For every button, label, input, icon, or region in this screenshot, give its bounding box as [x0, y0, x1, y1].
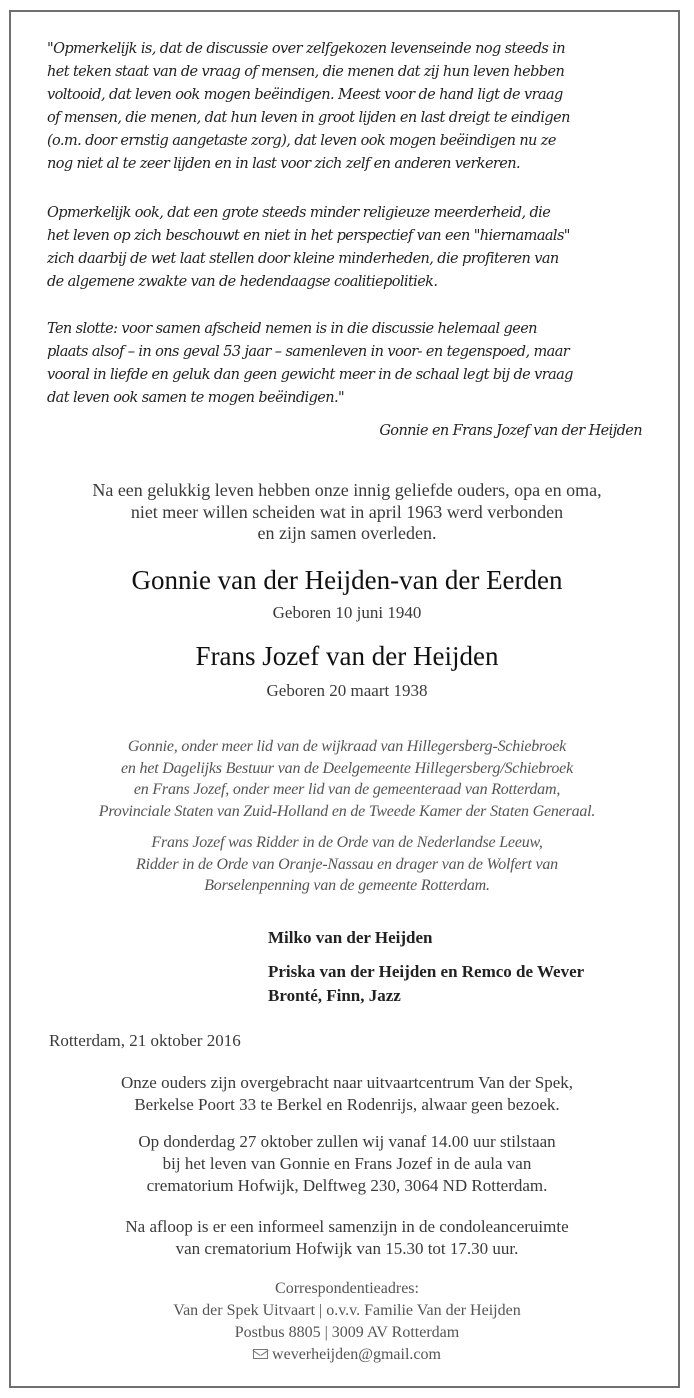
correspondence-address	[20, 1278, 674, 1366]
bio-line: Frans Jozef was Ridder in de Orde van de Nederlandse Leeuw,	[151, 834, 543, 851]
bio-line: Provinciale Staten van Zuid-Holland en de Tweede Kamer der Staten Generaal.	[98, 802, 596, 820]
email-address[interactable]: weverheijden@gmail.com	[272, 1346, 441, 1363]
bio-line: Gonnie, onder meer lid van de wijkraad van Hillegersberg-Schiebroek	[127, 738, 567, 755]
quote-line: het teken staat van de vraag of mensen, die menen dat zij hun leven hebben	[47, 64, 565, 80]
info-transfer	[20, 1072, 674, 1116]
place-date: Rotterdam, 21 oktober 2016	[49, 1031, 241, 1050]
signer-2: Priska van der Heijden en Remco de Wever	[268, 962, 585, 981]
envelope-icon	[253, 1349, 268, 1359]
quote-line: dat leven ook samen te mogen beëindigen."	[47, 390, 345, 406]
info-line: Berkelse Poort 33 te Berkel en Rodenrijs, alwaar geen bezoek.	[134, 1095, 560, 1114]
deceased-name-1: Gonnie van der Heijden-van der Eerden	[131, 565, 563, 595]
quote-line: "Opmerkelijk is, dat de discussie over zelfgekozen levenseinde nog steeds in	[47, 41, 566, 57]
quote-line: vooral in liefde en geluk dan geen gewicht meer in de schaal legt bij de vraag	[47, 367, 573, 383]
deceased-name-2: Frans Jozef van der Heijden	[195, 641, 499, 671]
quote-signature: Gonnie en Frans Jozef van der Heijden	[379, 423, 642, 439]
quote-line: Ten slotte: voor samen afscheid nemen is in die discussie helemaal geen	[47, 321, 537, 337]
intro-text	[20, 480, 674, 545]
quote-line: plaats alsof – in ons geval 53 jaar – samenleven in voor- en tegenspoed, maar	[47, 344, 570, 360]
correspondence-line: Postbus 8805 | 3009 AV Rotterdam	[234, 1324, 460, 1341]
intro-line: Na een gelukkig leven hebben onze innig geliefde ouders, opa en oma,	[92, 480, 602, 500]
quote-line: voltooid, dat leven ook mogen beëindigen. Meest voor de hand ligt de vraag	[47, 87, 563, 103]
intro-line: niet meer willen scheiden wat in april 1963 werd verbonden	[130, 501, 564, 522]
deceased-born-1: Geboren 10 juni 1940	[272, 603, 422, 622]
quote-line: of mensen, die menen, dat hun leven in groot lijden en last dreigt te eindigen	[47, 110, 570, 126]
quote-line: (o.m. door ernstig aangetaste zorg), dat leven ook mogen beëindigen nu ze	[47, 133, 556, 149]
email-row	[20, 1344, 674, 1366]
info-line: van crematorium Hofwijk van 15.30 tot 17.30 uur.	[175, 1239, 519, 1258]
quote-line: zich daarbij de wet laat stellen door kleine minderheden, die profiteren van	[47, 251, 559, 267]
bio-line: en Frans Jozef, onder meer lid van de gemeenteraad van Rotterdam,	[133, 781, 561, 798]
quote-line: de algemene zwakte van de hedendaagse coalitiepolitiek.	[47, 274, 438, 290]
info-line: Op donderdag 27 oktober zullen wij vanaf 14.00 uur stilstaan	[138, 1132, 556, 1151]
bio-line: Ridder in de Orde van Oranje-Nassau en drager van de Wolfert van	[136, 855, 558, 873]
deceased-born-2: Geboren 20 maart 1938	[266, 681, 428, 700]
info-line: crematorium Hofwijk, Delftweg 230, 3064 ND Rotterdam.	[146, 1176, 548, 1195]
biography-1	[20, 736, 674, 822]
quote-line: het leven op zich beschouwt en niet in het perspectief van een "hiernamaals"	[47, 228, 570, 244]
quote-line: Opmerkelijk ook, dat een grote steeds minder religieuze meerderheid, die	[47, 205, 551, 221]
signer-1: Milko van der Heijden	[268, 928, 433, 947]
correspondence-line: Van der Spek Uitvaart | o.v.v. Familie Van der Heijden	[173, 1302, 521, 1319]
signer-3: Bronté, Finn, Jazz	[268, 986, 401, 1005]
info-gathering	[20, 1216, 674, 1260]
biography-2	[20, 832, 674, 897]
info-ceremony	[20, 1131, 674, 1197]
intro-line: en zijn samen overleden.	[257, 523, 437, 543]
correspondence-heading: Correspondentieadres:	[275, 1280, 419, 1297]
bio-line: Borselenpenning van de gemeente Rotterdam.	[204, 877, 490, 894]
info-line: Onze ouders zijn overgebracht naar uitvaartcentrum Van der Spek,	[120, 1073, 574, 1092]
info-line: Na afloop is er een informeel samenzijn in de condoleanceruimte	[125, 1217, 569, 1236]
quote-line: nog niet al te zeer lijden en in last voor zich zelf en anderen verkeren.	[47, 156, 520, 172]
bio-line: en het Dagelijks Bestuur van de Deelgemeente Hillegersberg/Schiebroek	[121, 759, 573, 777]
info-line: bij het leven van Gonnie en Frans Jozef in de aula van	[162, 1154, 532, 1173]
